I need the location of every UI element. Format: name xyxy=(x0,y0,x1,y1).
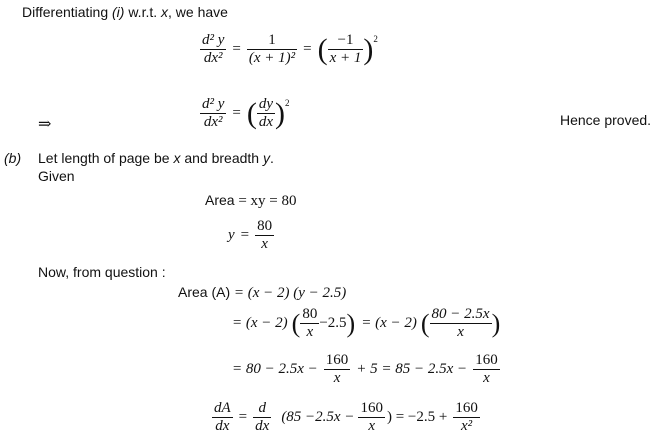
dx-denominator: dx xyxy=(215,418,230,434)
line4-inner-numerator: 160 xyxy=(360,400,383,416)
line2-f1-numerator: 80 xyxy=(302,306,318,322)
part-b-y: y xyxy=(262,150,270,166)
part-b-pre: Let length of page be xyxy=(38,150,174,166)
area-a-equation xyxy=(178,284,346,302)
intro-text xyxy=(22,4,228,20)
eq1-lhs-denominator: dx² xyxy=(203,50,223,66)
part-b-label xyxy=(4,150,21,166)
line3-fraction-1 xyxy=(324,352,351,387)
line4-result-numerator: 160 xyxy=(455,400,478,416)
intro-middle: w.r.t. xyxy=(124,4,162,20)
y-fraction xyxy=(255,218,274,253)
area-a-label: Area (A) xyxy=(178,284,231,300)
eq1-mid-numerator: 1 xyxy=(247,32,297,50)
line2-f1-denominator: x xyxy=(306,324,314,340)
area-line-3 xyxy=(232,352,500,387)
line4-result-fraction xyxy=(453,400,480,435)
line3-f2-numerator: 160 xyxy=(475,352,498,368)
area-rhs: = xy = 80 xyxy=(238,193,297,209)
eq2-exponent: 2 xyxy=(285,98,290,108)
eq1-left-paren: ( xyxy=(317,32,328,66)
equation-1 xyxy=(200,32,378,67)
line4-equals: = xyxy=(238,409,248,425)
eq2-lhs-fraction xyxy=(200,96,226,131)
derivative-line xyxy=(212,400,480,435)
line4-result-denominator: x² xyxy=(461,418,473,434)
y-denominator: x xyxy=(261,236,268,252)
line2-f2-numerator: 80 − 2.5x xyxy=(431,306,490,322)
line4-inner-denominator: x xyxy=(368,418,376,434)
eq1-mid-denominator: (x + 1)² xyxy=(248,50,296,66)
line3-f2-denominator: x xyxy=(483,370,490,386)
line2-pre: = (x − 2) xyxy=(232,315,288,331)
dA-numerator: dA xyxy=(214,400,231,416)
d-dx-operator xyxy=(253,400,271,435)
part-b-x: x xyxy=(173,150,181,166)
d-operator-numerator: d xyxy=(253,400,271,418)
d-operator-denominator: dx xyxy=(255,418,270,434)
eq1-equals-1: = xyxy=(232,41,241,57)
eq2-right-paren: ) xyxy=(275,96,286,130)
eq1-equals-2: = xyxy=(303,41,312,57)
line2-mid: = (x − 2) xyxy=(361,315,417,331)
line4-inner-fraction xyxy=(358,400,385,435)
line2-right-paren-2: ) xyxy=(491,308,501,338)
line3-fraction-2 xyxy=(473,352,500,387)
eq1-rhs-numerator: −1 xyxy=(328,32,364,50)
part-b-end: . xyxy=(269,150,274,166)
eq2-lhs-numerator: d² y xyxy=(202,96,225,112)
y-equals: = xyxy=(240,227,250,243)
line3-f1-denominator: x xyxy=(333,370,341,386)
eq2-rhs-denominator: dx xyxy=(258,114,274,130)
eq1-rhs-denominator: x + 1 xyxy=(329,50,362,66)
line3-mid: + 5 = 85 − 2.5x − xyxy=(356,361,468,377)
eq1-lhs-fraction xyxy=(200,32,226,67)
intro-var: x xyxy=(161,4,169,20)
eq2-left-paren: ( xyxy=(246,96,257,130)
eq1-mid-fraction xyxy=(247,32,297,67)
area-line-2 xyxy=(232,306,500,341)
equation-2 xyxy=(200,96,290,131)
part-b-marker: (b) xyxy=(4,150,22,166)
intro-ref: (i) xyxy=(112,4,125,20)
intro-prefix: Differentiating xyxy=(22,4,113,20)
line2-f1-tail: −2.5 xyxy=(319,315,347,331)
area-a-rhs: = (x − 2) (y − 2.5) xyxy=(233,285,347,301)
y-numerator: 80 xyxy=(257,218,273,234)
area-equation xyxy=(205,192,297,210)
eq2-equals: = xyxy=(232,105,241,121)
line2-left-paren-1: ( xyxy=(291,308,301,338)
eq1-lhs-numerator: d² y xyxy=(202,32,225,48)
hence-proved-text: Hence proved. xyxy=(560,112,652,128)
eq1-right-paren: ) xyxy=(363,32,374,66)
dA-dx-fraction xyxy=(212,400,233,435)
y-equation xyxy=(228,218,274,253)
part-b-mid: and breadth xyxy=(180,150,263,166)
implies-arrow: ⇒ xyxy=(38,116,52,133)
eq1-exponent: 2 xyxy=(373,34,378,44)
line2-right-paren-1: ) xyxy=(346,308,356,338)
eq2-rhs-numerator: dy xyxy=(258,96,274,112)
given-label: Given xyxy=(38,168,75,184)
eq2-rhs-fraction xyxy=(257,96,275,131)
line2-fraction-1 xyxy=(300,306,319,341)
part-b-statement xyxy=(38,150,274,166)
eq1-rhs-fraction xyxy=(328,32,364,67)
line4-inner-pre: (85 −2.5x − xyxy=(281,409,355,425)
line2-left-paren-2: ( xyxy=(420,308,430,338)
eq2-lhs-denominator: dx² xyxy=(203,114,223,130)
line3-pre: = 80 − 2.5x − xyxy=(232,361,318,377)
now-text: Now, from question : xyxy=(38,264,166,280)
line3-f1-numerator: 160 xyxy=(325,352,349,368)
line4-inner-post: ) = −2.5 + xyxy=(386,409,448,425)
intro-suffix: , we have xyxy=(168,4,228,20)
y-symbol: y xyxy=(228,227,235,243)
line2-f2-denominator: x xyxy=(457,324,464,340)
area-label: Area xyxy=(205,192,235,208)
line2-fraction-2 xyxy=(430,306,492,341)
